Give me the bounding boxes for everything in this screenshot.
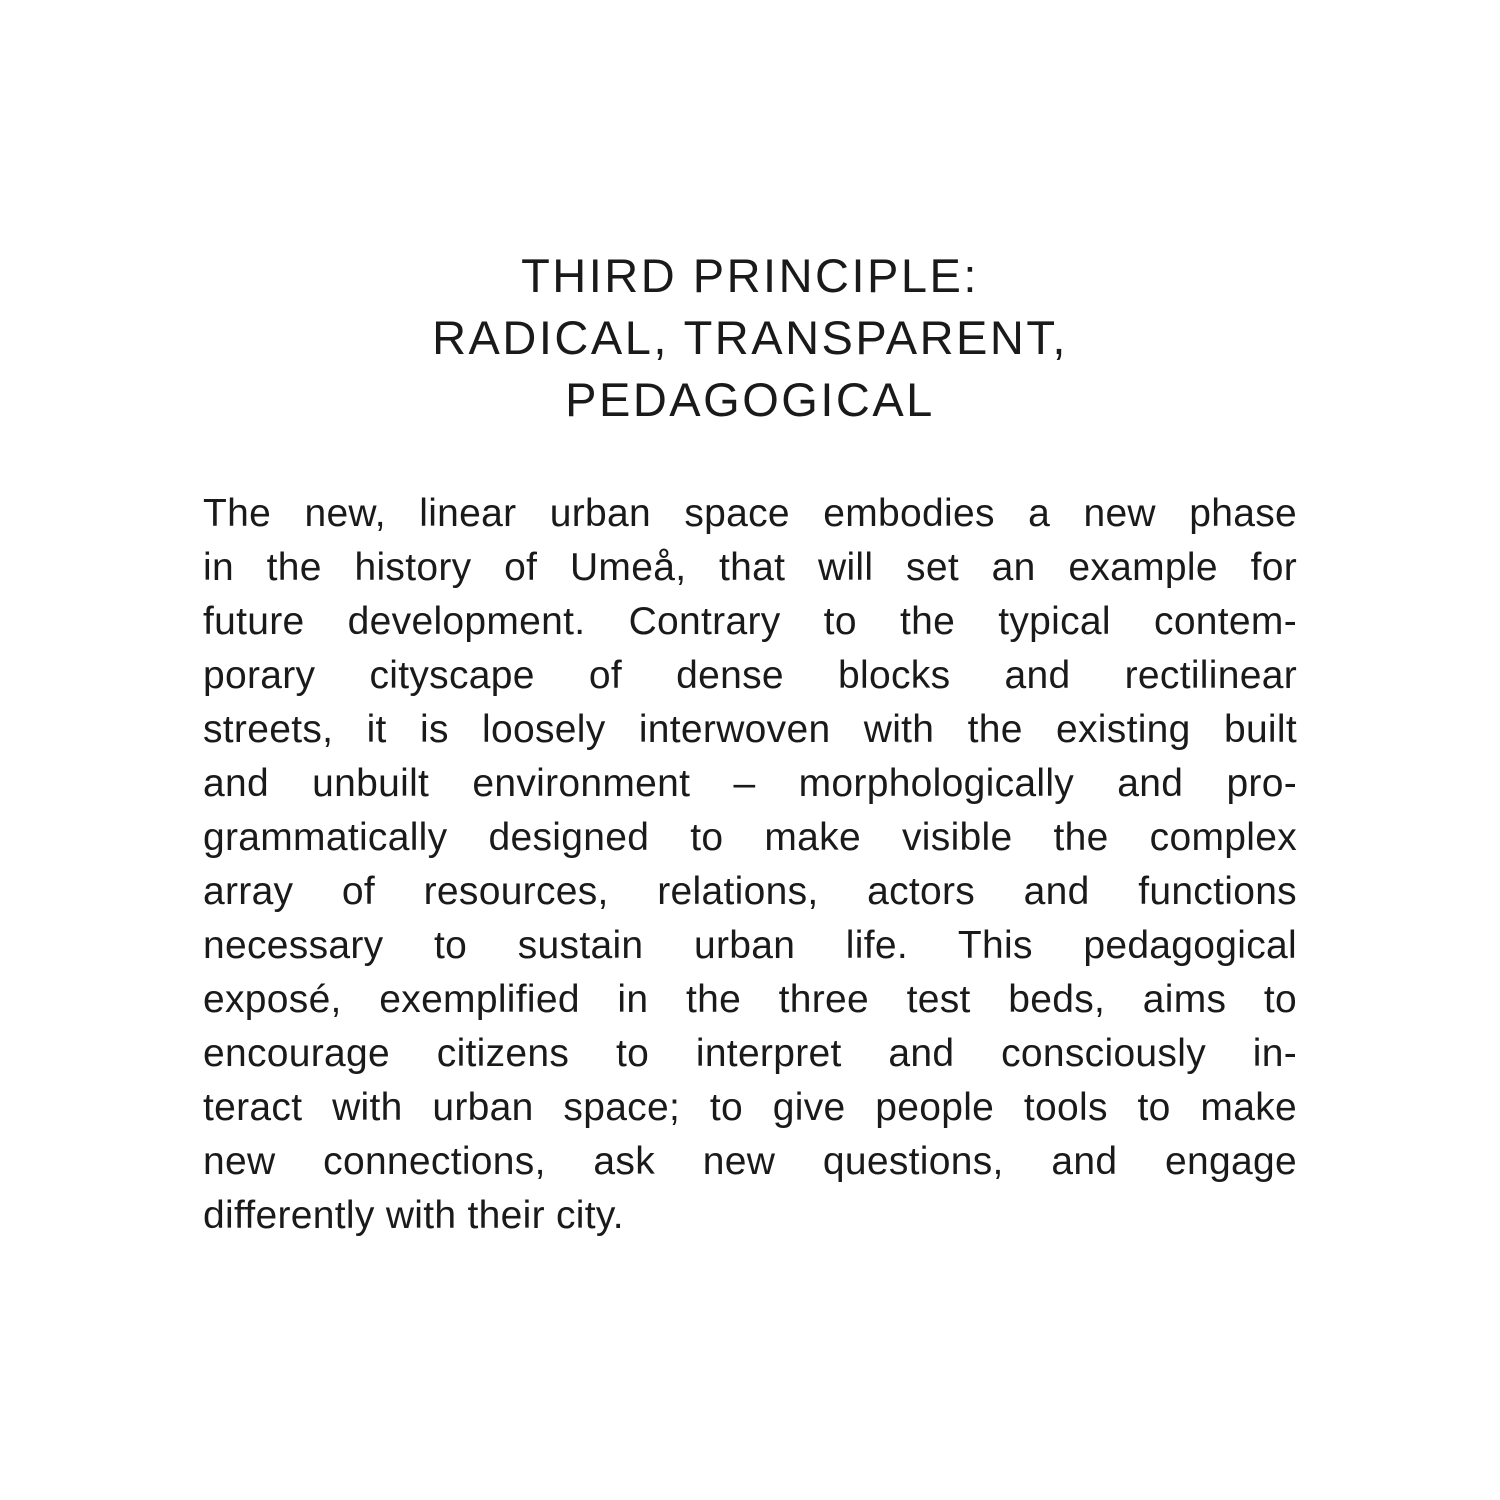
body-paragraph <box>203 487 1297 1243</box>
body-line: teract with urban space; to give people tools to make <box>203 1086 1297 1129</box>
body-line: and unbuilt environment – morphologically and pro- <box>203 762 1297 805</box>
body-line: The new, linear urban space embodies a new phase <box>203 492 1297 535</box>
body-line: encourage citizens to interpret and consciously in- <box>203 1032 1297 1075</box>
body-line: grammatically designed to make visible the complex <box>203 816 1297 859</box>
body-line: future development. Contrary to the typical contem- <box>203 600 1297 643</box>
heading-line: THIRD PRINCIPLE: <box>521 249 979 302</box>
body-line: necessary to sustain urban life. This pedagogical <box>203 924 1297 967</box>
body-line: differently with their city. <box>203 1194 624 1237</box>
body-line: porary cityscape of dense blocks and rectilinear <box>203 654 1297 697</box>
heading-line: PEDAGOGICAL <box>565 373 935 426</box>
body-line: array of resources, relations, actors and functions <box>203 870 1297 913</box>
body-line: streets, it is loosely interwoven with the existing built <box>203 708 1297 751</box>
heading-line: RADICAL, TRANSPARENT, <box>432 311 1068 364</box>
body-line: exposé, exemplified in the three test beds, aims to <box>203 978 1297 1021</box>
section-heading <box>0 245 1500 431</box>
body-line: new connections, ask new questions, and engage <box>203 1140 1297 1183</box>
body-line: in the history of Umeå, that will set an example for <box>203 546 1297 589</box>
